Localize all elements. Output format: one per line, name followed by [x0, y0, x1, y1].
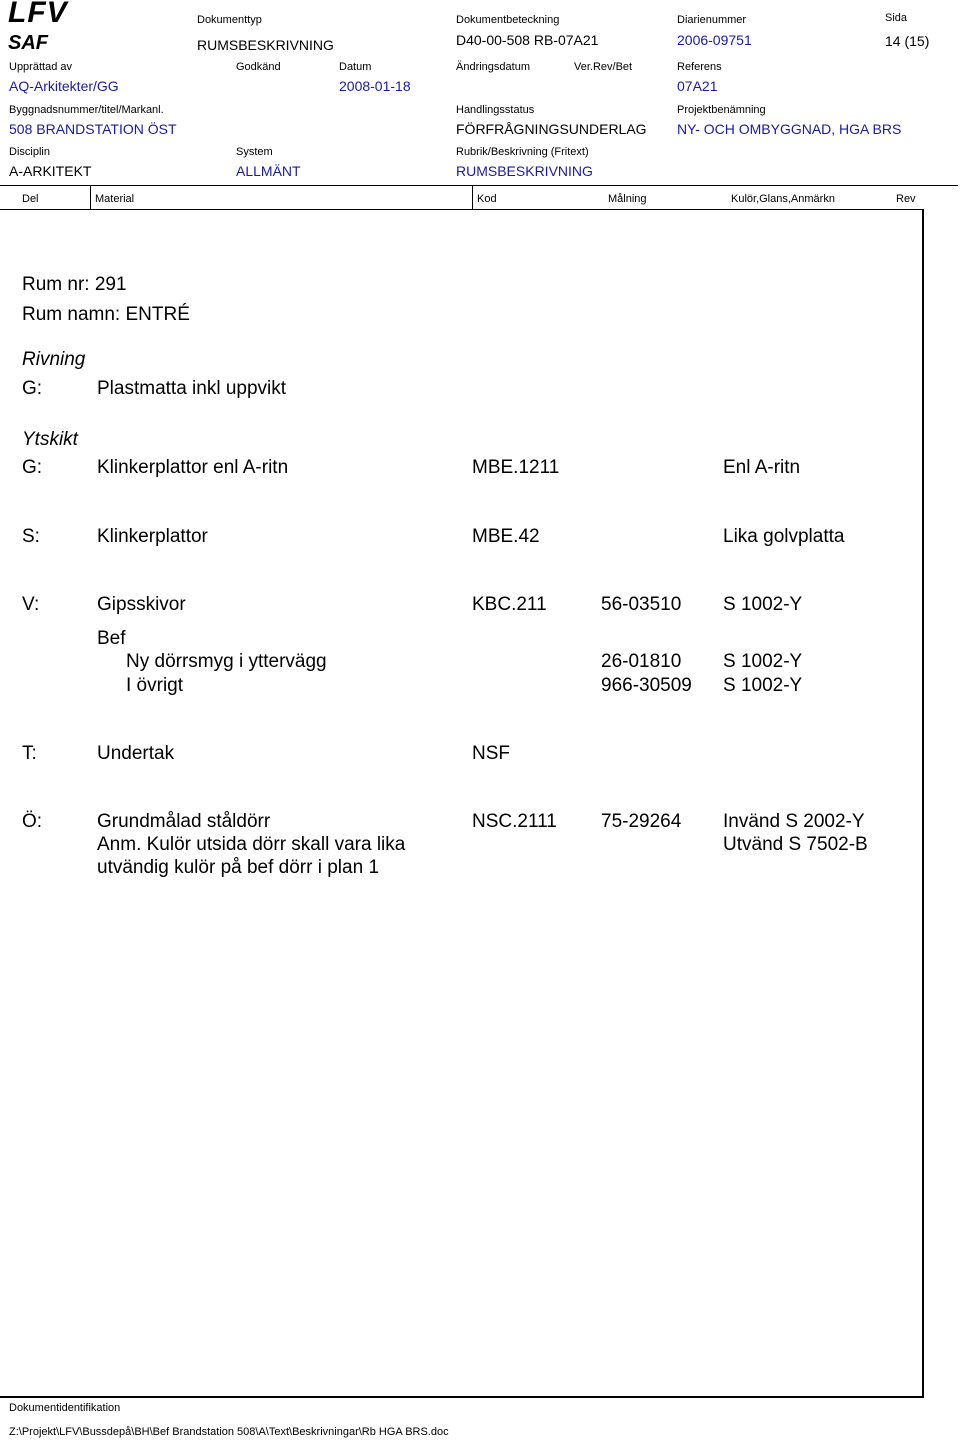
ytskikt-g-material: Klinkerplattor enl A-ritn	[97, 457, 289, 478]
bef-row-2-malning: 966-30509	[601, 675, 692, 696]
col-kulor: Kulör,Glans,Anmärkn	[731, 193, 835, 205]
footer-path: Z:\Projekt\LFV\Bussdepå\BH\Bef Brandstation 508\A\Text\Beskrivningar\Rb HGA BRS.doc	[9, 1426, 449, 1438]
ytskikt-o-material-line3: utvändig kulör på bef dörr i plan 1	[97, 857, 380, 878]
ytskikt-s-material: Klinkerplattor	[97, 526, 208, 547]
logo-saf: SAF	[8, 32, 48, 54]
referens-label: Referens	[677, 61, 722, 73]
rivning-g-material: Plastmatta inkl uppvikt	[97, 378, 287, 399]
sida-label: Sida	[885, 12, 908, 24]
bef-label: Bef	[97, 628, 126, 649]
godkand-label: Godkänd	[236, 61, 281, 73]
ytskikt-t-del: T:	[22, 743, 37, 764]
rubrik-value: RUMSBESKRIVNING	[456, 163, 593, 179]
system-label: System	[236, 146, 273, 158]
ytskikt-v-del: V:	[22, 594, 40, 615]
ytskikt-v-kulor: S 1002-Y	[723, 594, 803, 615]
col-del: Del	[22, 193, 39, 205]
ytskikt-v-kod: KBC.211	[472, 594, 547, 615]
footer-label: Dokumentidentifikation	[9, 1402, 121, 1414]
byggnad-label: Byggnadsnummer/titel/Markanl.	[9, 104, 164, 116]
rivning-heading: Rivning	[22, 349, 86, 370]
bef-row-2-material: I övrigt	[126, 675, 184, 696]
ytskikt-v-malning: 56-03510	[601, 594, 682, 615]
ytskikt-o-kod: NSC.2111	[472, 811, 557, 832]
bef-row-1-kulor: S 1002-Y	[723, 651, 803, 672]
ytskikt-g-kulor: Enl A-ritn	[723, 457, 801, 478]
ytskikt-v-material: Gipsskivor	[97, 594, 186, 615]
ytskikt-o-malning: 75-29264	[601, 811, 682, 832]
ytskikt-heading: Ytskikt	[22, 429, 78, 450]
rubrik-label: Rubrik/Beskrivning (Fritext)	[456, 146, 589, 158]
rivning-g-del: G:	[22, 378, 43, 399]
datum-label: Datum	[339, 61, 372, 73]
logo-lfv: LFV	[8, 0, 68, 29]
ytskikt-t-kod: NSF	[472, 743, 510, 764]
ytskikt-g-kod: MBE.1211	[472, 457, 560, 478]
ytskikt-o-kulor-line1: Invänd S 2002-Y	[723, 811, 865, 832]
upprattad-value: AQ-Arkitekter/GG	[9, 78, 119, 94]
room-name: Rum namn: ENTRÉ	[22, 304, 190, 325]
ytskikt-s-kod: MBE.42	[472, 526, 540, 547]
col-kod: Kod	[477, 193, 497, 205]
header-rule	[0, 185, 958, 186]
projektbenamning-value: NY- OCH OMBYGGNAD, HGA BRS	[677, 121, 902, 137]
room-number: Rum nr: 291	[22, 274, 127, 295]
col-malning: Målning	[608, 193, 647, 205]
ytskikt-s-kulor: Lika golvplatta	[723, 526, 845, 547]
col-divider-2	[472, 186, 473, 209]
ytskikt-t-material: Undertak	[97, 743, 175, 764]
andringsdatum-label: Ändringsdatum	[456, 61, 530, 73]
ytskikt-o-material-line2: Anm. Kulör utsida dörr skall vara lika	[97, 834, 406, 855]
byggnad-value: 508 BRANDSTATION ÖST	[9, 121, 177, 137]
bef-row-1-malning: 26-01810	[601, 651, 682, 672]
projektbenamning-label: Projektbenämning	[677, 104, 766, 116]
dokumentbeteckning-value: D40-00-508 RB-07A21	[456, 32, 599, 48]
ytskikt-s-del: S:	[22, 526, 40, 547]
diarienummer-value: 2006-09751	[677, 32, 752, 48]
handlingsstatus-value: FÖRFRÅGNINGSUNDERLAG	[456, 121, 647, 137]
disciplin-value: A-ARKITEKT	[9, 163, 92, 179]
disciplin-label: Disciplin	[9, 146, 50, 158]
diarienummer-label: Diarienummer	[677, 14, 747, 26]
col-material: Material	[95, 193, 135, 205]
upprattad-label: Upprättad av	[9, 61, 72, 73]
col-rev: Rev	[896, 193, 916, 205]
bef-row-1-material: Ny dörrsmyg i yttervägg	[126, 651, 327, 672]
dokumentbeteckning-label: Dokumentbeteckning	[456, 14, 560, 26]
dokumenttyp-value: RUMSBESKRIVNING	[197, 37, 334, 53]
referens-value: 07A21	[677, 78, 718, 94]
ytskikt-o-del: Ö:	[22, 811, 43, 832]
system-value: ALLMÄNT	[236, 163, 301, 179]
datum-value: 2008-01-18	[339, 78, 411, 94]
col-divider-1	[90, 186, 91, 209]
ver-rev-label: Ver.Rev/Bet	[574, 61, 633, 73]
handlingsstatus-label: Handlingsstatus	[456, 104, 535, 116]
bef-row-2-kulor: S 1002-Y	[723, 675, 803, 696]
ytskikt-g-del: G:	[22, 457, 43, 478]
dokumenttyp-label: Dokumenttyp	[197, 14, 262, 26]
ytskikt-o-kulor-line2: Utvänd S 7502-B	[723, 834, 868, 855]
sida-value: 14 (15)	[885, 33, 930, 49]
ytskikt-o-material-line1: Grundmålad ståldörr	[97, 811, 271, 832]
